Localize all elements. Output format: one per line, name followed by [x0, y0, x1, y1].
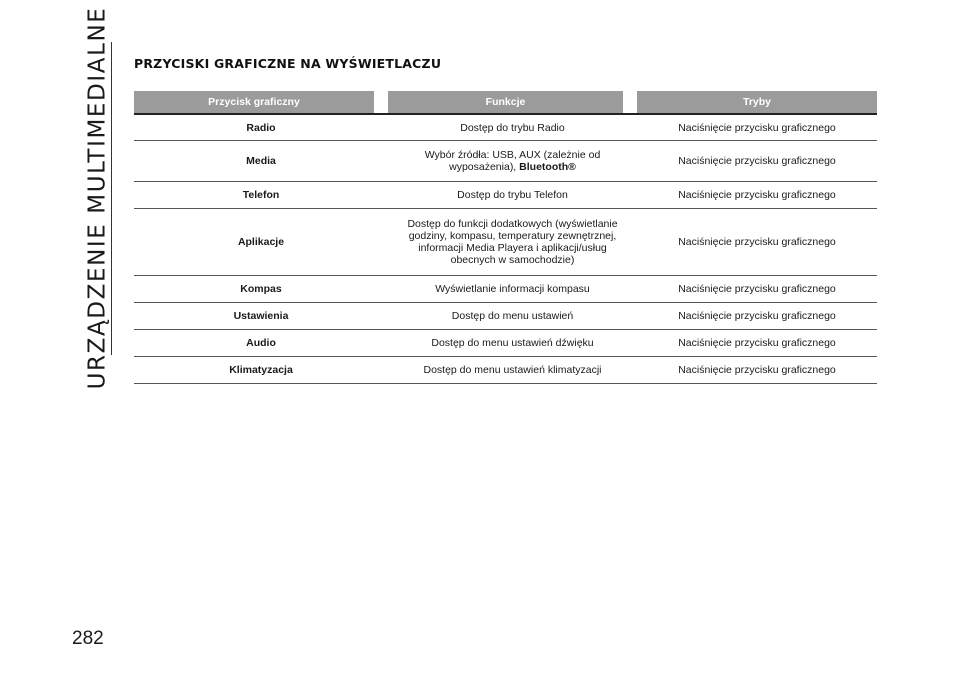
chapter-title — [80, 6, 114, 389]
cell-function: Dostęp do trybu Radio — [460, 121, 565, 134]
cell-button: Klimatyzacja — [229, 364, 293, 376]
table-header — [134, 91, 877, 113]
table-row — [134, 303, 877, 330]
cell-button: Radio — [246, 121, 276, 134]
page-number: 282 — [72, 628, 104, 649]
header-button-column: Przycisk graficzny — [134, 91, 374, 113]
table-row — [134, 330, 877, 357]
table-row — [134, 209, 877, 276]
cell-mode: Naciśnięcie przycisku graficznego — [678, 337, 836, 349]
table-row — [134, 357, 877, 384]
cell-function-bold: Bluetooth® — [519, 161, 576, 173]
cell-mode: Naciśnięcie przycisku graficznego — [678, 155, 836, 167]
cell-mode: Naciśnięcie przycisku graficznego — [678, 283, 836, 295]
cell-button: Kompas — [240, 283, 282, 295]
buttons-table — [134, 91, 877, 384]
cell-mode: Naciśnięcie przycisku graficznego — [678, 310, 836, 322]
section-title: PRZYCISKI GRAFICZNE NA WYŚWIETLACZU — [134, 56, 442, 71]
table-row — [134, 276, 877, 303]
cell-button: Telefon — [242, 189, 280, 201]
header-mode-column: Tryby — [637, 91, 877, 113]
cell-function: Dostęp do menu ustawień dźwięku — [431, 337, 594, 349]
table-row — [134, 115, 877, 141]
chapter-title-text: URZĄDZENIE MULTIMEDIALNE — [84, 6, 111, 389]
cell-mode: Naciśnięcie przycisku graficznego — [678, 236, 836, 248]
header-function-column: Funkcje — [388, 91, 623, 113]
cell-function: Dostęp do funkcji dodatkowych (wyświetlanie godziny, kompasu, temperatury zewnętrznej, informacji Media Playera i aplikacji/usług obecnych w samochodzie) — [407, 218, 618, 266]
chapter-divider — [111, 42, 112, 355]
cell-function — [388, 149, 637, 173]
cell-button: Audio — [246, 337, 276, 349]
cell-button: Aplikacje — [237, 236, 285, 248]
table-row — [134, 182, 877, 209]
cell-button: Media — [246, 155, 276, 167]
cell-mode: Naciśnięcie przycisku graficznego — [678, 189, 836, 201]
cell-mode: Naciśnięcie przycisku graficznego — [678, 121, 836, 134]
cell-function: Dostęp do trybu Telefon — [457, 189, 568, 201]
cell-button: Ustawienia — [233, 310, 289, 322]
table-row — [134, 141, 877, 182]
cell-mode: Naciśnięcie przycisku graficznego — [678, 364, 836, 376]
cell-function: Wyświetlanie informacji kompasu — [435, 283, 590, 295]
cell-function: Dostęp do menu ustawień — [451, 310, 574, 322]
cell-function: Dostęp do menu ustawień klimatyzacji — [423, 364, 602, 376]
cell-function-text: Wybór źródła: USB, AUX (zależnie od wyposażenia), — [424, 149, 601, 173]
